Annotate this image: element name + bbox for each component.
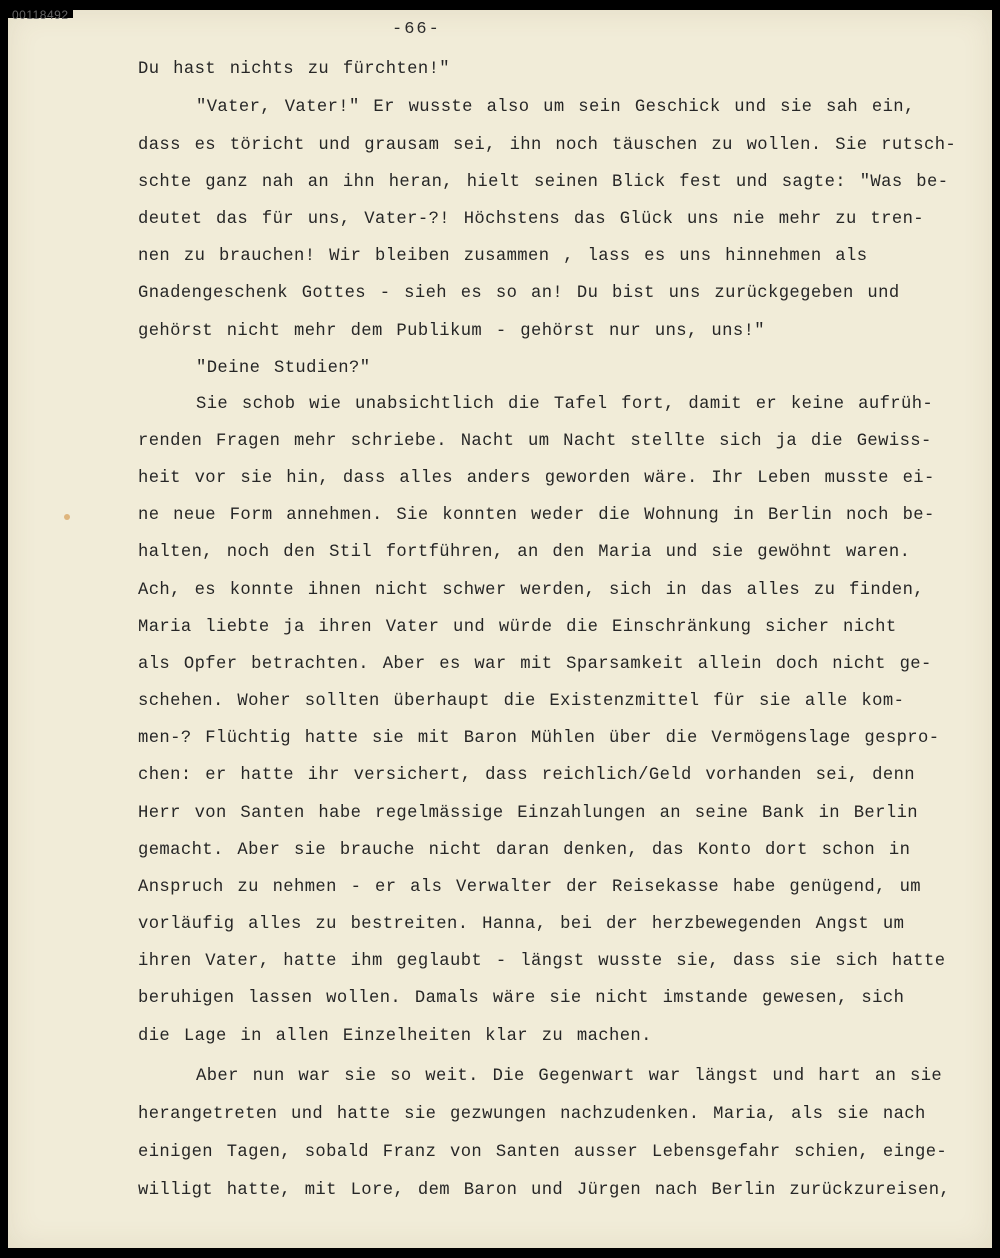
- text-line: Herr von Santen habe regelmässige Einzahlungen an seine Bank in Berlin: [138, 804, 918, 823]
- text-line: Gnadengeschenk Gottes - sieh es so an! Du bist uns zurückgegeben und: [138, 284, 900, 303]
- page-number: -66-: [392, 20, 441, 39]
- text-line: Anspruch zu nehmen - er als Verwalter der Reisekasse habe genügend, um: [138, 878, 921, 897]
- archive-id: 00118492: [8, 10, 73, 18]
- text-line: "Deine Studien?": [196, 359, 371, 378]
- text-line: Aber nun war sie so weit. Die Gegenwart war längst und hart an sie: [196, 1067, 943, 1086]
- text-line: schte ganz nah an ihn heran, hielt seinen Blick fest und sagte: "Was be-: [138, 173, 949, 192]
- text-line: men-? Flüchtig hatte sie mit Baron Mühlen über die Vermögenslage gespro-: [138, 729, 940, 748]
- text-line: schehen. Woher sollten überhaupt die Existenzmittel für sie alle kom-: [138, 692, 905, 711]
- paper-stain: [64, 514, 70, 520]
- text-line: willigt hatte, mit Lore, dem Baron und Jürgen nach Berlin zurückzureisen,: [138, 1181, 951, 1200]
- typewritten-page: [8, 10, 992, 1248]
- text-line: "Vater, Vater!" Er wusste also um sein Geschick und sie sah ein,: [196, 98, 915, 117]
- text-line: herangetreten und hatte sie gezwungen nachzudenken. Maria, als sie nach: [138, 1105, 926, 1124]
- text-line: chen: er hatte ihr versichert, dass reichlich/Geld vorhanden sei, denn: [138, 766, 915, 785]
- text-line: renden Fragen mehr schriebe. Nacht um Nacht stellte sich ja die Gewiss-: [138, 432, 932, 451]
- text-line: deutet das für uns, Vater-?! Höchstens das Glück uns nie mehr zu tren-: [138, 210, 924, 229]
- text-line: gemacht. Aber sie brauche nicht daran denken, das Konto dort schon in: [138, 841, 911, 860]
- text-line: beruhigen lassen wollen. Damals wäre sie nicht imstande gewesen, sich: [138, 989, 905, 1008]
- text-line: heit vor sie hin, dass alles anders geworden wäre. Ihr Leben musste ei-: [138, 469, 935, 488]
- text-line: ihren Vater, hatte ihm geglaubt - längst wusste sie, dass sie sich hatte: [138, 952, 946, 971]
- text-line: Sie schob wie unabsichtlich die Tafel fort, damit er keine aufrüh-: [196, 395, 934, 414]
- text-line: ne neue Form annehmen. Sie konnten weder die Wohnung in Berlin noch be-: [138, 506, 935, 525]
- text-line: gehörst nicht mehr dem Publikum - gehörst nur uns, uns!": [138, 322, 765, 341]
- text-line: nen zu brauchen! Wir bleiben zusammen , lass es uns hinnehmen als: [138, 247, 868, 266]
- text-line: die Lage in allen Einzelheiten klar zu machen.: [138, 1027, 652, 1046]
- text-line: Du hast nichts zu fürchten!": [138, 60, 450, 79]
- text-line: dass es töricht und grausam sei, ihn noch täuschen zu wollen. Sie rutsch-: [138, 136, 957, 155]
- text-line: vorläufig alles zu bestreiten. Hanna, bei der herzbewegenden Angst um: [138, 915, 905, 934]
- text-line: Ach, es konnte ihnen nicht schwer werden, sich in das alles zu finden,: [138, 581, 924, 600]
- text-line: Maria liebte ja ihren Vater und würde die Einschränkung sicher nicht: [138, 618, 897, 637]
- text-line: als Opfer betrachten. Aber es war mit Sparsamkeit allein doch nicht ge-: [138, 655, 932, 674]
- text-line: halten, noch den Stil fortführen, an den Maria und sie gewöhnt waren.: [138, 543, 911, 562]
- text-line: einigen Tagen, sobald Franz von Santen ausser Lebensgefahr schien, einge-: [138, 1143, 948, 1162]
